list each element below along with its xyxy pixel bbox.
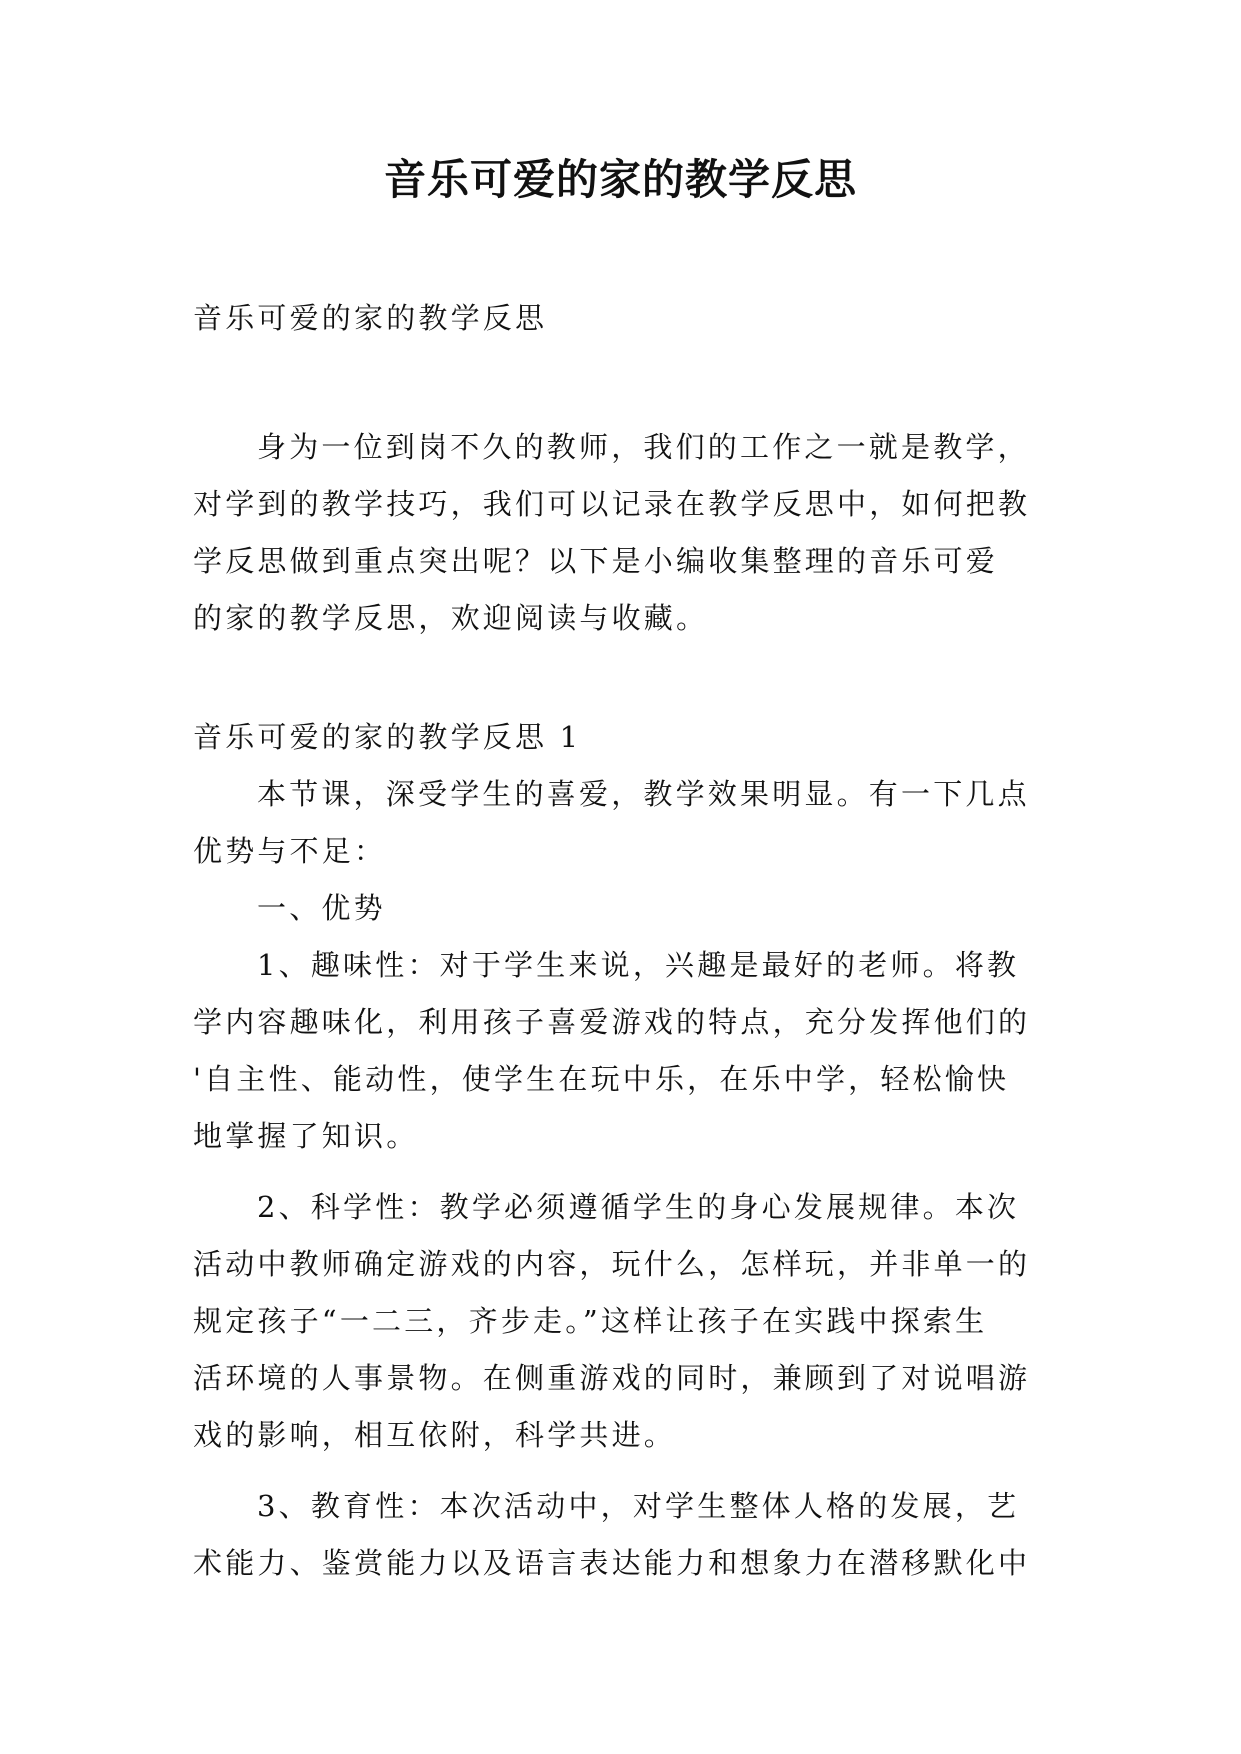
item-3 <box>193 1478 1063 1592</box>
paragraph-line: 规定孩子“一二三，齐步走。”这样让孩子在实践中探索生 <box>193 1304 988 1338</box>
paragraph-line: 3、教育性：本次活动中，对学生整体人格的发展，艺 <box>257 1489 1020 1523</box>
paragraph-line: 优势与不足： <box>193 834 387 868</box>
paragraph-line: 本节课，深受学生的喜爱，教学效果明显。有一下几点 <box>257 777 1030 811</box>
paragraph-line: 学内容趣味化，利用孩子喜爱游戏的特点，充分发挥他们的 <box>193 1005 1031 1039</box>
paragraph-line: '自主性、能动性，使学生在玩中乐，在乐中学，轻松愉快 <box>193 1062 1010 1096</box>
spacer <box>193 347 1063 419</box>
paragraph-line: 活环境的人事景物。在侧重游戏的同时，兼顾到了对说唱游 <box>193 1361 1031 1395</box>
section-title: 音乐可爱的家的教学反思 1 <box>193 720 582 754</box>
document-subtitle: 音乐可爱的家的教学反思 <box>193 301 548 335</box>
intro-line: 身为一位到岗不久的教师，我们的工作之一就是教学， <box>257 430 1030 464</box>
intro-line: 的家的教学反思，欢迎阅读与收藏。 <box>193 601 709 635</box>
document-body <box>193 290 1063 1592</box>
item-2 <box>193 1179 1063 1464</box>
paragraph-line: 术能力、鉴赏能力以及语言表达能力和想象力在潜移默化中 <box>193 1546 1031 1580</box>
paragraph-line: 地掌握了知识。 <box>193 1119 419 1153</box>
spacer <box>193 1165 1063 1179</box>
paragraph-line: 2、科学性：教学必须遵循学生的身心发展规律。本次 <box>257 1190 1020 1224</box>
item-1 <box>193 937 1063 1165</box>
document-title: 音乐可爱的家的教学反思 <box>383 155 857 204</box>
paragraph-line: 1、趣味性：对于学生来说，兴趣是最好的老师。将教 <box>257 948 1020 982</box>
intro-line: 学反思做到重点突出呢？以下是小编收集整理的音乐可爱 <box>193 544 999 578</box>
paragraph-1 <box>193 766 1063 880</box>
intro-paragraph <box>193 419 1063 647</box>
paragraph-line: 活动中教师确定游戏的内容，玩什么，怎样玩，并非单一的 <box>193 1247 1031 1281</box>
spacer <box>193 1464 1063 1478</box>
paragraph-line: 戏的影响，相互依附，科学共进。 <box>193 1418 677 1452</box>
spacer <box>193 647 1063 709</box>
heading-advantages: 一、优势 <box>257 891 386 925</box>
intro-line: 对学到的教学技巧，我们可以记录在教学反思中，如何把教 <box>193 487 1031 521</box>
